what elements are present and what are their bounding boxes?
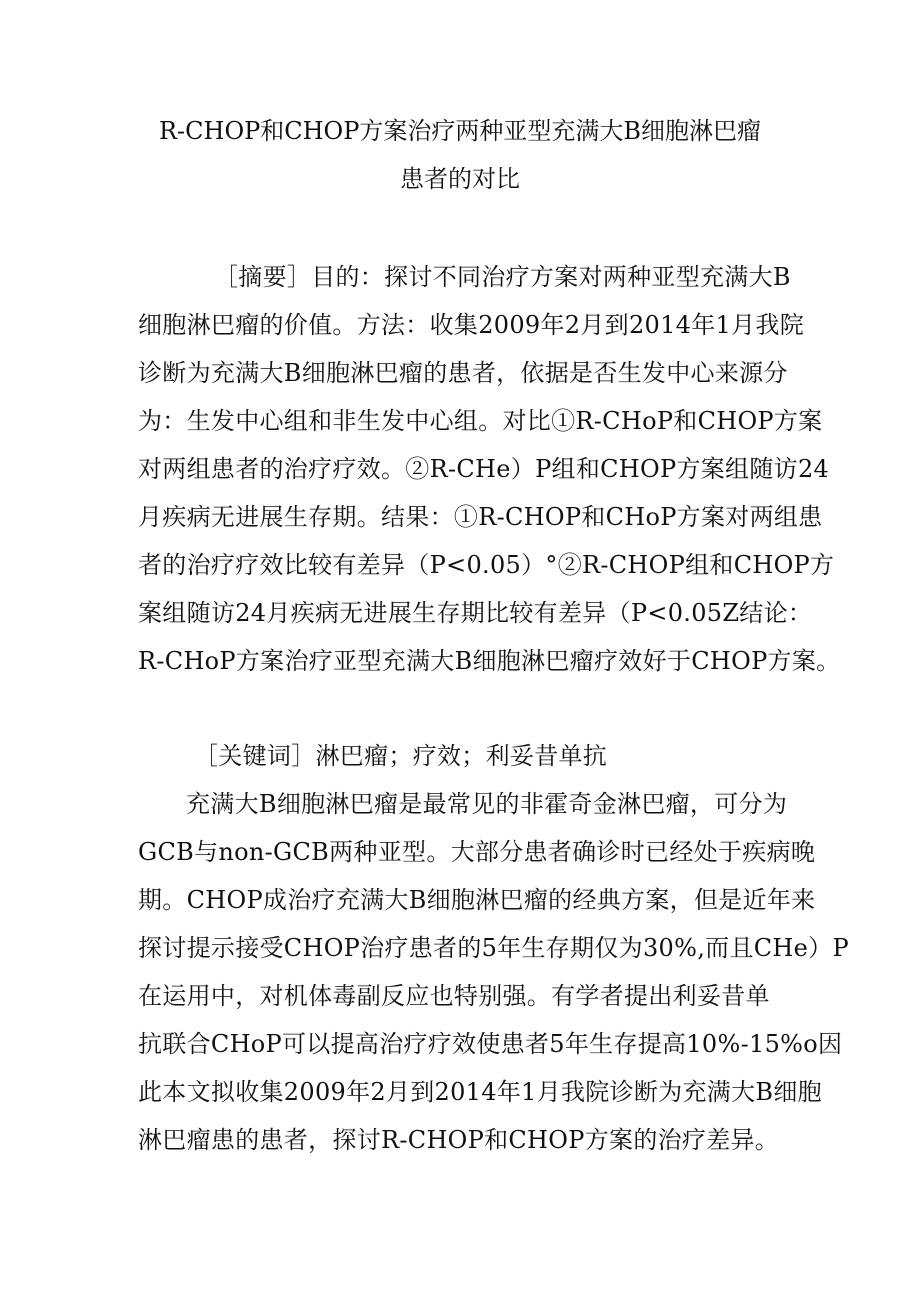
- abstract-line: R-CHoP方案治疗亚型充满大B细胞淋巴瘤疗效好于CHOP方案。: [138, 647, 841, 675]
- abstract-line: 诊断为充满大B细胞淋巴瘤的患者，依据是否生发中心来源分: [138, 359, 788, 387]
- keywords-line: ［关键词］淋巴瘤；疗效；利妥昔单抗: [194, 742, 608, 770]
- abstract-line: 为：生发中心组和非生发中心组。对比①R-CHoP和CHOP方案: [138, 407, 823, 435]
- body-line: 抗联合CHoP可以提高治疗疗效使患者5年生存提高10%-15%o因: [138, 1030, 843, 1058]
- body-line: GCB与non-GCB两种亚型。大部分患者确诊时已经处于疾病晚: [138, 838, 816, 866]
- abstract-line: 案组随访24月疾病无进展生存期比较有差异（P<0.05Z结论：: [138, 599, 813, 627]
- body-line: 期。CHOP成治疗充满大B细胞淋巴瘤的经典方案，但是近年来: [138, 886, 816, 914]
- abstract-line: 者的治疗疗效比较有差异（P<0.05）°②R-CHOP组和CHOP方: [138, 551, 835, 579]
- abstract-line: ［摘要］目的：探讨不同治疗方案对两种亚型充满大B: [214, 263, 791, 291]
- body-line: 此本文拟收集2009年2月到2014年1月我院诊断为充满大B细胞: [138, 1078, 822, 1106]
- body-line: 在运用中，对机体毒副反应也特别强。有学者提出利妥昔单: [138, 982, 770, 1010]
- body-line: 淋巴瘤患的患者，探讨R-CHOP和CHOP方案的治疗差异。: [138, 1126, 780, 1154]
- body-line: 充满大B细胞淋巴瘤是最常见的非霍奇金淋巴瘤，可分为: [186, 790, 788, 818]
- body-line: 探讨提示接受CHOP治疗患者的5年生存期仅为30%,而且CHe）P: [138, 934, 849, 962]
- document-title-line-1: R-CHOP和CHOP方案治疗两种亚型充满大B细胞淋巴瘤: [158, 117, 762, 145]
- abstract-line: 细胞淋巴瘤的价值。方法：收集2009年2月到2014年1月我院: [138, 311, 804, 339]
- abstract-line: 对两组患者的治疗疗效。②R-CHe）P组和CHOP方案组随访24: [138, 455, 830, 483]
- document-title-line-2: 患者的对比: [400, 165, 520, 193]
- abstract-line: 月疾病无进展生存期。结果：①R-CHOP和CHoP方案对两组患: [138, 503, 823, 531]
